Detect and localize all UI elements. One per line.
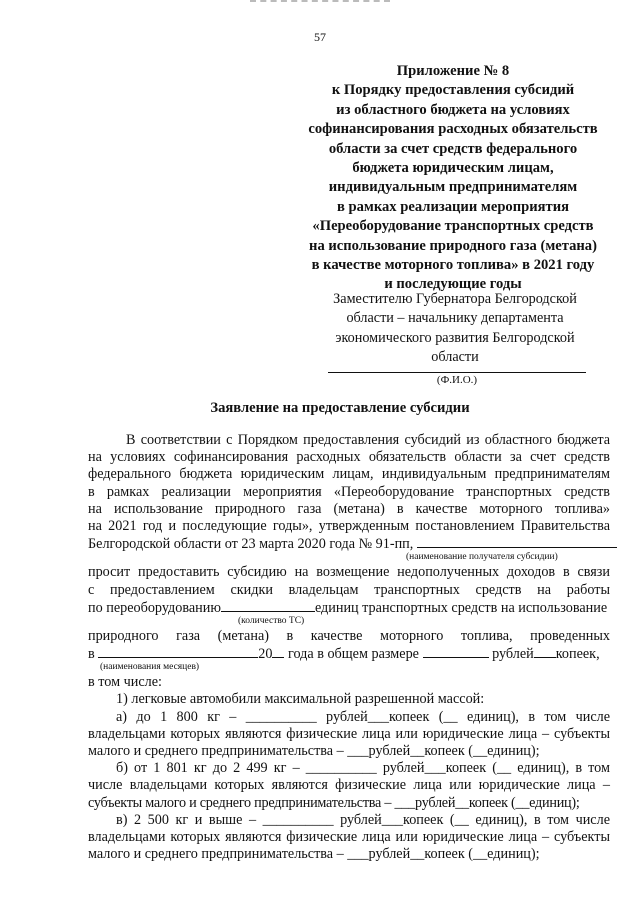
recipient-blank [417, 535, 617, 548]
appendix-title: Приложение № 8 [396, 63, 510, 79]
text-line [88, 599, 610, 616]
appendix-line: на использование природного газа (метана) [309, 237, 597, 254]
text-fragment: копеек, [555, 646, 600, 663]
appendix-line: к Порядку предоставления субсидий [331, 82, 575, 99]
appendix-line: «Переоборудование транспортных средств [312, 218, 594, 235]
text-line: б) от 1 801 кг до 2 499 кг – __________ рублей___копеек (__ единиц), в том [116, 760, 610, 777]
text-line: на использование природного газа (метана) в качестве моторного топлива» [88, 500, 610, 517]
text-line: владельцами которых являются физические лица или юридические лица – субъекты [88, 828, 610, 845]
text-fragment: года в общем размере [287, 646, 419, 663]
text-line [88, 535, 610, 552]
total-rub-blank [423, 645, 489, 658]
appendix-line: бюджета юридическим лицам, [352, 160, 554, 177]
text-fragment: рублей [492, 646, 534, 663]
text-line: а) до 1 800 кг – __________ рублей___копеек (__ единиц), в том числе [116, 708, 610, 725]
text-fragment: по переоборудованию [88, 599, 221, 616]
appendix-line: в рамках реализации мероприятия [336, 198, 570, 215]
appendix-line: софинансирования расходных обязательств [308, 121, 598, 138]
addressee-line: экономического развития Белгородской [335, 329, 575, 346]
total-kop-blank [534, 645, 556, 658]
text-line: числе владельцами которых являются физические лица или юридические лица – [88, 777, 610, 794]
text-line: просит предоставить субсидию на возмещение недополученных доходов в связи [88, 564, 610, 581]
year-blank [272, 645, 284, 658]
text-line: природного газа (метана) в качестве моторного топлива, проведенных [88, 627, 610, 644]
text-line: на условиях софинансирования расходных обязательств области за счет средств [88, 449, 610, 466]
document-heading: Заявление на предоставление субсидии [210, 400, 470, 416]
appendix-line: индивидуальным предпринимателям [328, 179, 578, 196]
text-fragment: единиц транспортных средств на использование [314, 599, 608, 616]
text-line: малого и среднего предпринимательства – ___рублей__копеек (__единиц); [88, 846, 540, 863]
addressee-line: области – начальнику департамента [346, 310, 564, 327]
scan-artifact [250, 0, 390, 5]
vehicle-count-caption: (количество ТС) [238, 615, 305, 626]
addressee-block [300, 290, 610, 368]
text-line [88, 645, 610, 662]
field-caption [88, 552, 610, 564]
text-line: с предоставлением скидки владельцам транспортных средств на работы [88, 581, 610, 598]
text-line: федерального бюджета юридическим лицам, индивидуальным предпринимателям [88, 466, 610, 483]
appendix-line: в качестве моторного топлива» в 2021 году [311, 257, 595, 274]
text-line: на 2021 год и последующие годы», утвержденным постановлением Правительства [88, 517, 610, 534]
appendix-line: и последующие годы [384, 276, 522, 293]
text-fragment: 20 [258, 646, 273, 663]
text-line: в) 2 500 кг и выше – __________ рублей___копеек (__ единиц), в том числе [116, 811, 610, 828]
application-body [88, 432, 610, 863]
addressee-line: Заместителю Губернатора Белгородской [333, 291, 577, 307]
text-line: малого и среднего предпринимательства – ___рублей__копеек (__единиц); [88, 743, 540, 759]
appendix-line: из областного бюджета на условиях [336, 101, 570, 118]
text-line: в рамках реализации мероприятия «Переоборудование транспортных средств [88, 483, 610, 500]
text-line: 1) легковые автомобили максимальной разрешенной массой: [116, 691, 485, 708]
vehicle-count-blank [221, 599, 315, 612]
text-line: В соответствии с Порядком предоставления субсидий из областного бюджета [126, 432, 610, 448]
text-line: в том числе: [88, 674, 162, 691]
appendix-line: области за счет средств федерального [328, 140, 578, 157]
text-line: субъекты малого и среднего предпринимательства – ___рублей__копеек (__единиц); [88, 794, 580, 811]
months-blank [98, 645, 258, 658]
months-caption: (наименования месяцев) [100, 662, 200, 673]
fio-blank-line [328, 372, 586, 373]
text-line: владельцами которых являются физические лица или юридические лица – субъекты [88, 725, 610, 742]
text-fragment: Белгородской области от 23 марта 2020 года № 91-пп, [88, 536, 414, 553]
field-caption [88, 616, 610, 628]
appendix-header [268, 62, 638, 295]
text-fragment: в [88, 646, 95, 663]
page-number: 57 [314, 30, 326, 44]
recipient-caption: (наименование получателя субсидии) [406, 552, 558, 563]
field-caption [88, 662, 610, 674]
fio-caption: (Ф.И.О.) [436, 374, 478, 386]
addressee-line: области [431, 349, 479, 366]
